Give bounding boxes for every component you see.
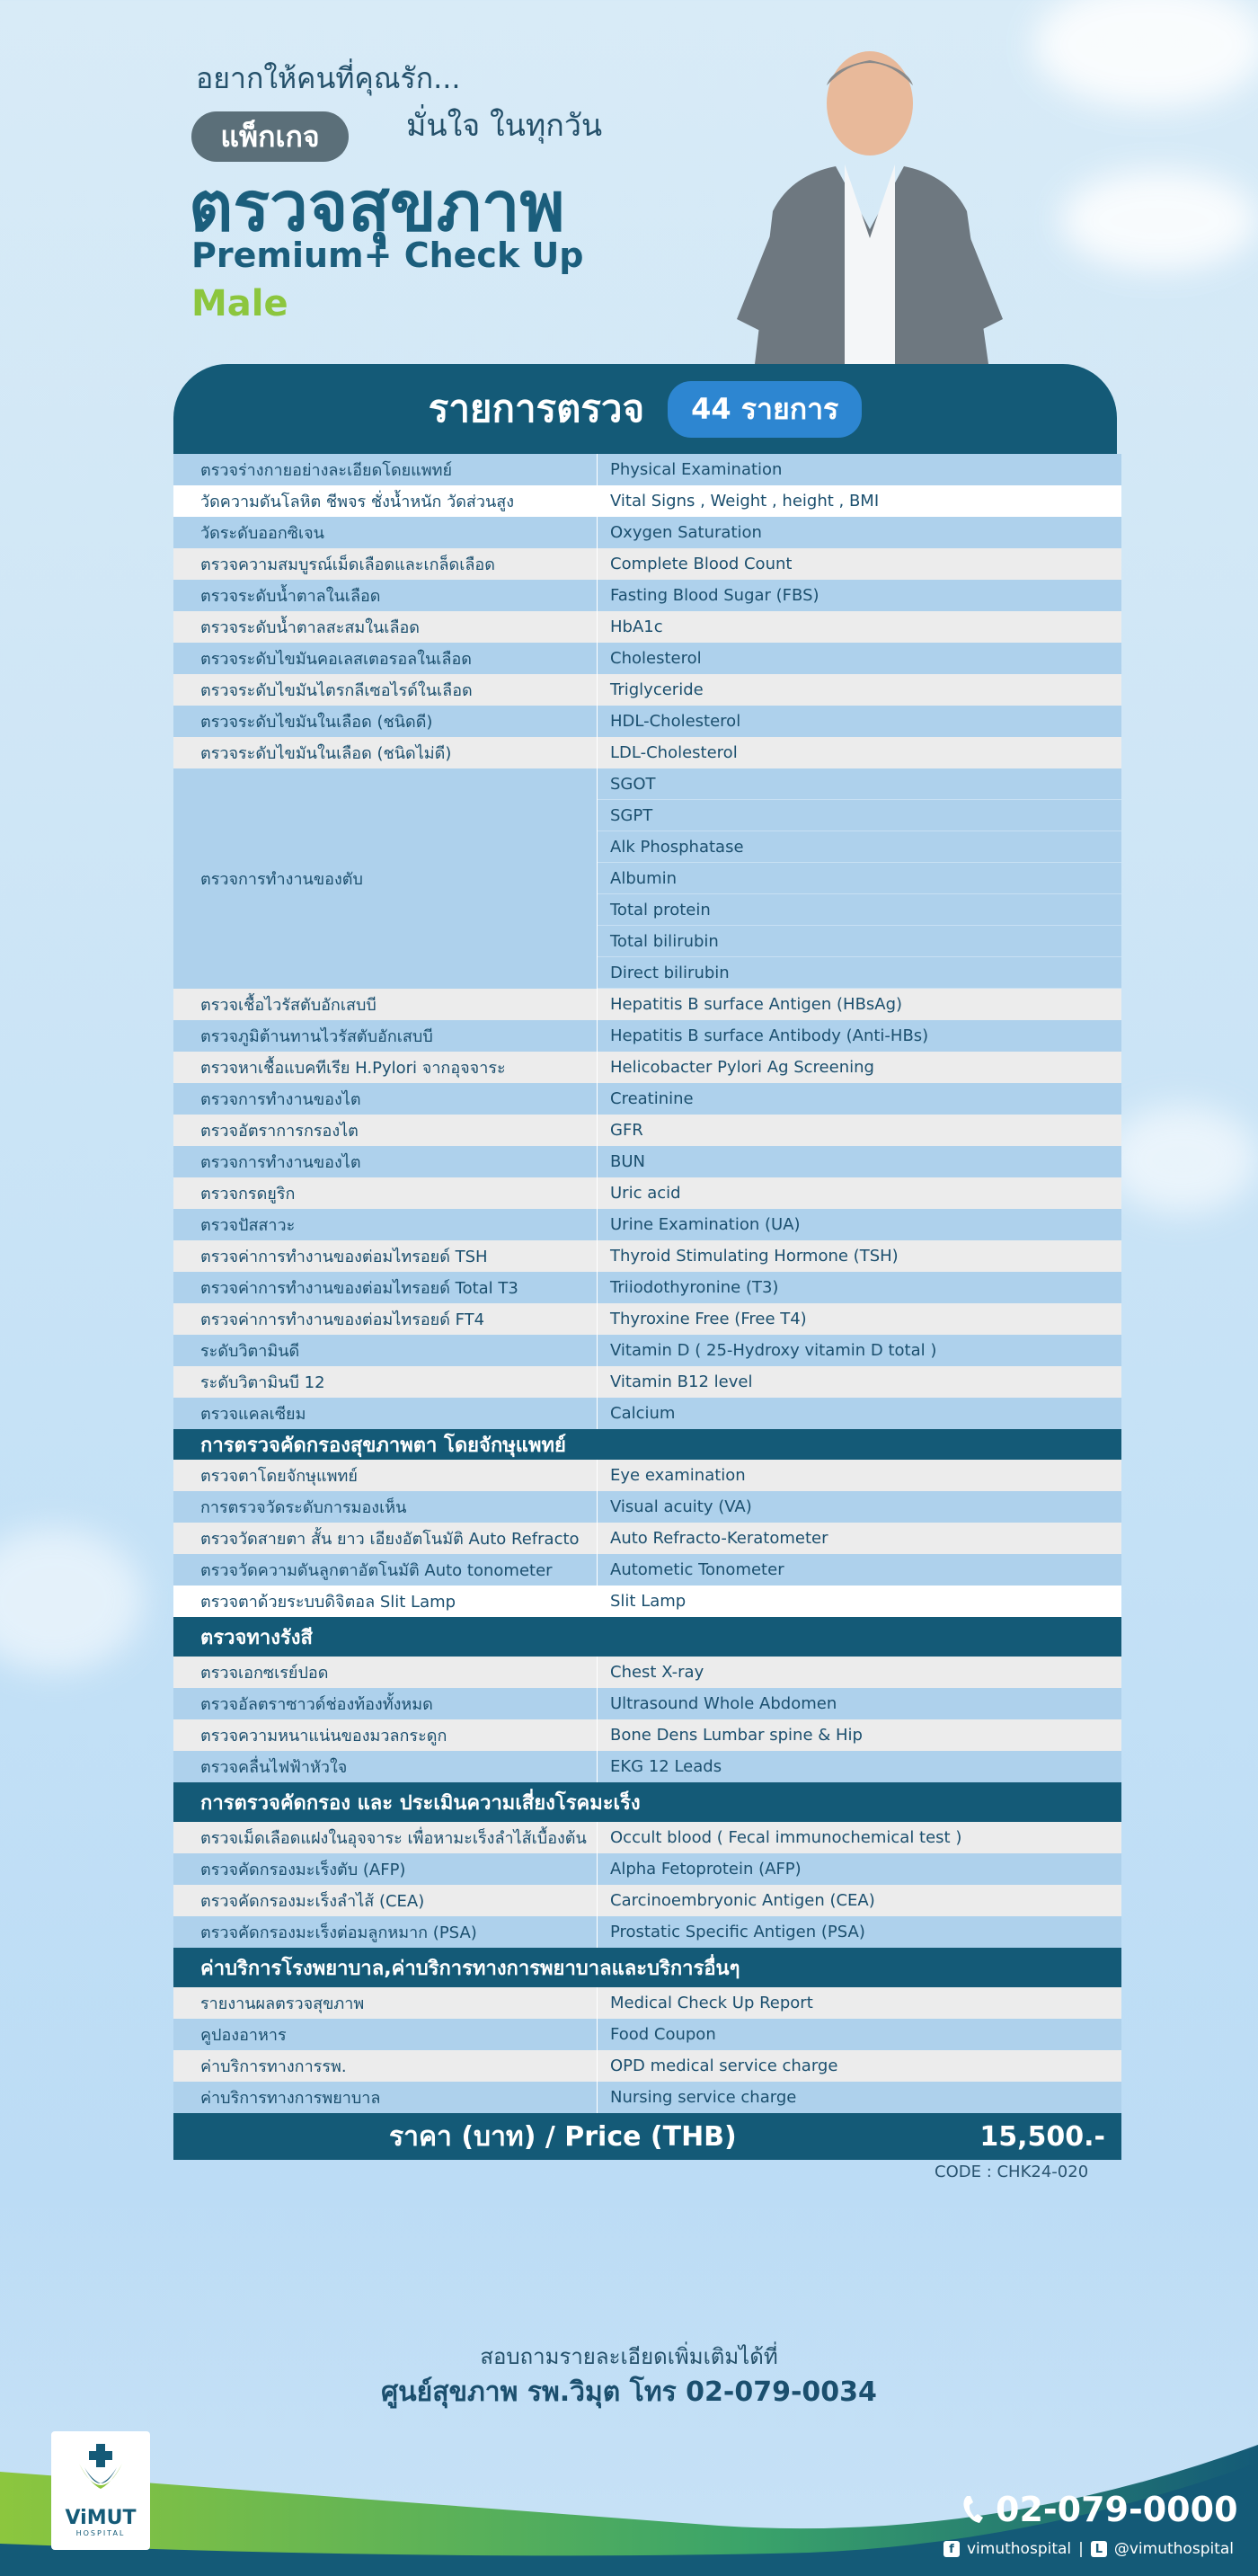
table-row bbox=[173, 517, 1121, 548]
table-row bbox=[173, 643, 1121, 674]
table-row bbox=[173, 2019, 1121, 2050]
facebook-icon[interactable]: f bbox=[944, 2541, 960, 2557]
line-handle[interactable]: @vimuthospital bbox=[1113, 2540, 1235, 2558]
exam-name-thai: ตรวจอัตราการกรองไต bbox=[173, 1115, 598, 1146]
hero-subtitle: Premium+ Check Up bbox=[191, 235, 584, 275]
exam-name-thai: ตรวจวัดสายตา สั้น ยาว เอียงอัตโนมัติ Auto Refracto bbox=[173, 1523, 598, 1554]
exam-name-thai: ตรวจเม็ดเลือดแฝงในอุจจาระ เพื่อหามะเร็งลำไส้เบื้องต้น bbox=[173, 1822, 598, 1853]
divider: | bbox=[1078, 2540, 1084, 2558]
exam-name-english: Hepatitis B surface Antigen (HBsAg) bbox=[610, 995, 903, 1014]
table-row bbox=[173, 1366, 1121, 1398]
exam-name-thai: ค่าบริการทางการรพ. bbox=[173, 2050, 598, 2082]
exam-name-english: Thyroid Stimulating Hormone (TSH) bbox=[610, 1247, 899, 1266]
table-row bbox=[173, 1303, 1121, 1335]
package-code: CODE : CHK24-020 bbox=[935, 2163, 1089, 2181]
exam-name-english: Autometic Tonometer bbox=[610, 1560, 784, 1579]
table-row bbox=[173, 737, 1121, 768]
liver-test-item: Albumin bbox=[598, 863, 1121, 894]
table-row bbox=[173, 674, 1121, 706]
table-row bbox=[173, 1083, 1121, 1115]
exam-name-english: Physical Examination bbox=[610, 460, 783, 479]
contact-phone-center: ศูนย์สุขภาพ รพ.วิมุต โทร 02-079-0034 bbox=[381, 2376, 877, 2408]
table-row bbox=[173, 1177, 1121, 1209]
table-row bbox=[173, 1335, 1121, 1366]
exam-name-thai: ตรวจคัดกรองมะเร็งลำไส้ (CEA) bbox=[173, 1885, 598, 1916]
table-row bbox=[173, 1822, 1121, 1853]
section-radiology: ตรวจทางรังสี bbox=[173, 1617, 1121, 1657]
exam-name-thai: ค่าบริการทางการพยาบาล bbox=[173, 2082, 598, 2113]
table-row bbox=[173, 1491, 1121, 1523]
liver-test-item: Total bilirubin bbox=[598, 926, 1121, 957]
exam-name-english: Triiodothyronine (T3) bbox=[610, 1278, 779, 1297]
exam-name-thai: ตรวจการทำงานของไต bbox=[173, 1083, 598, 1115]
table-row bbox=[173, 1987, 1121, 2019]
table-row bbox=[173, 1586, 1121, 1617]
table-row bbox=[173, 1209, 1121, 1240]
table-row bbox=[173, 1853, 1121, 1885]
table-row bbox=[173, 580, 1121, 611]
exam-name-english: Food Coupon bbox=[610, 2025, 716, 2044]
exam-name-english: HDL-Cholesterol bbox=[610, 712, 741, 731]
exam-name-english: Vital Signs , Weight , height , BMI bbox=[610, 492, 880, 511]
exam-name-thai: ตรวจค่าการทำงานของต่อมไทรอยด์ Total T3 bbox=[173, 1272, 598, 1303]
exam-name-english: Carcinoembryonic Antigen (CEA) bbox=[610, 1891, 875, 1910]
table-row bbox=[173, 1240, 1121, 1272]
exam-name-thai: ตรวจการทำงานของไต bbox=[173, 1146, 598, 1177]
exam-table bbox=[173, 454, 1121, 2160]
liver-test-item: Total protein bbox=[598, 894, 1121, 926]
exam-name-thai: ตรวจความหนาแน่นของมวลกระดูก bbox=[173, 1719, 598, 1751]
section-eye-screening: การตรวจคัดกรองสุขภาพตา โดยจักษุแพทย์ bbox=[173, 1429, 1121, 1460]
exam-name-thai: วัดความดันโลหิต ชีพจร ชั่งน้ำหนัก วัดส่วนสูง bbox=[173, 485, 598, 517]
exam-name-thai: ตรวจความสมบูรณ์เม็ดเลือดและเกล็ดเลือด bbox=[173, 548, 598, 580]
exam-name-english: Medical Check Up Report bbox=[610, 1994, 813, 2012]
exam-name-english: OPD medical service charge bbox=[610, 2056, 838, 2075]
cloud-decoration bbox=[1060, 171, 1258, 270]
line-icon[interactable]: L bbox=[1091, 2541, 1107, 2557]
man-portrait-image bbox=[719, 49, 1024, 364]
exam-name-english: Complete Blood Count bbox=[610, 555, 793, 573]
exam-name-thai: ตรวจกรดยูริก bbox=[173, 1177, 598, 1209]
table-row bbox=[173, 1052, 1121, 1083]
exam-list-title: รายการตรวจ bbox=[428, 386, 645, 431]
exam-name-thai: ตรวจค่าการทำงานของต่อมไทรอยด์ TSH bbox=[173, 1240, 598, 1272]
exam-name-thai: ตรวจเอกซเรย์ปอด bbox=[173, 1657, 598, 1688]
vimut-logo bbox=[51, 2431, 150, 2550]
hero-title: ตรวจสุขภาพ bbox=[189, 166, 565, 246]
exam-name-english: Fasting Blood Sugar (FBS) bbox=[610, 586, 819, 605]
liver-test-item: Alk Phosphatase bbox=[598, 831, 1121, 863]
exam-name-thai: ตรวจตาโดยจักษุแพทย์ bbox=[173, 1460, 598, 1491]
exam-name-thai: ตรวจตาด้วยระบบดิจิตอล Slit Lamp bbox=[173, 1586, 598, 1617]
exam-name-thai: ตรวจระดับน้ำตาลสะสมในเลือด bbox=[173, 611, 598, 643]
exam-name-english: Helicobacter Pylori Ag Screening bbox=[610, 1058, 874, 1077]
table-row bbox=[173, 1398, 1121, 1429]
exam-name-english: Auto Refracto-Keratometer bbox=[610, 1529, 828, 1548]
exam-name-english: Slit Lamp bbox=[610, 1592, 687, 1611]
exam-name-thai: ตรวจคัดกรองมะเร็งต่อมลูกหมาก (PSA) bbox=[173, 1916, 598, 1948]
exam-count-badge: 44 รายการ bbox=[668, 381, 862, 438]
exam-name-english: Occult blood ( Fecal immunochemical test ) bbox=[610, 1828, 962, 1847]
liver-test-item: Direct bilirubin bbox=[598, 957, 1121, 989]
exam-name-thai: ระดับวิตามินบี 12 bbox=[173, 1366, 598, 1398]
liver-function-group bbox=[173, 768, 1121, 989]
exam-name-english: Nursing service charge bbox=[610, 2088, 797, 2107]
price-bar bbox=[173, 2113, 1121, 2160]
vimut-logo-icon bbox=[75, 2444, 126, 2503]
footer-phone[interactable] bbox=[961, 2490, 1238, 2529]
hero-gender: Male bbox=[191, 283, 288, 324]
exam-name-english: Alpha Fetoprotein (AFP) bbox=[610, 1860, 802, 1879]
section-cancer-screening: การตรวจคัดกรอง และ ประเมินความเสี่ยงโรคมะเร็ง bbox=[173, 1782, 1121, 1822]
exam-name-thai: ตรวจเชื้อไวรัสตับอักเสบบี bbox=[173, 989, 598, 1020]
exam-name-thai: ตรวจคลื่นไฟฟ้าหัวใจ bbox=[173, 1751, 598, 1782]
exam-name-thai: ตรวจภูมิต้านทานไวรัสตับอักเสบบี bbox=[173, 1020, 598, 1052]
exam-name-english: Triglyceride bbox=[610, 680, 704, 699]
exam-name-english: Eye examination bbox=[610, 1466, 746, 1485]
table-row bbox=[173, 1272, 1121, 1303]
exam-name-thai: รายงานผลตรวจสุขภาพ bbox=[173, 1987, 598, 2019]
price-value: 15,500.- bbox=[979, 2120, 1105, 2153]
exam-name-thai: ตรวจระดับไขมันไตรกลีเซอไรด์ในเลือด bbox=[173, 674, 598, 706]
exam-name-thai: ตรวจปัสสาวะ bbox=[173, 1209, 598, 1240]
phone-icon bbox=[961, 2494, 987, 2525]
table-row bbox=[173, 1115, 1121, 1146]
exam-name-english: HbA1c bbox=[610, 617, 663, 636]
table-row bbox=[173, 2050, 1121, 2082]
table-row bbox=[173, 989, 1121, 1020]
table-row bbox=[173, 1916, 1121, 1948]
exam-name-english: BUN bbox=[610, 1152, 645, 1171]
exam-name-english: GFR bbox=[610, 1121, 643, 1140]
table-row bbox=[173, 1554, 1121, 1586]
table-row bbox=[173, 1460, 1121, 1491]
exam-name-thai: ตรวจหาเชื้อแบคทีเรีย H.Pylori จากอุจจาระ bbox=[173, 1052, 598, 1083]
footer-social bbox=[944, 2540, 1234, 2558]
footer-phone-number: 02-079-0000 bbox=[996, 2490, 1238, 2529]
exam-name-english: Prostatic Specific Antigen (PSA) bbox=[610, 1923, 865, 1941]
exam-name-thai: ตรวจอัลตราซาวด์ช่องท้องทั้งหมด bbox=[173, 1688, 598, 1719]
exam-name-english: Oxygen Saturation bbox=[610, 523, 762, 542]
cloud-decoration bbox=[0, 1528, 144, 1672]
table-row bbox=[173, 2082, 1121, 2113]
exam-name-thai: ตรวจระดับไขมันในเลือด (ชนิดดี) bbox=[173, 706, 598, 737]
exam-name-thai: วัดระดับออกซิเจน bbox=[173, 517, 598, 548]
cloud-decoration bbox=[1105, 1106, 1258, 1213]
exam-name-english: Hepatitis B surface Antibody (Anti-HBs) bbox=[610, 1026, 929, 1045]
table-row bbox=[173, 1751, 1121, 1782]
exam-name-english: Cholesterol bbox=[610, 649, 702, 668]
facebook-handle[interactable]: vimuthospital bbox=[967, 2540, 1072, 2558]
logo-text: ViMUT bbox=[65, 2507, 137, 2529]
table-row bbox=[173, 1523, 1121, 1554]
exam-name-english: Ultrasound Whole Abdomen bbox=[610, 1694, 837, 1713]
table-row bbox=[173, 454, 1121, 485]
table-row bbox=[173, 1719, 1121, 1751]
table-row bbox=[173, 1657, 1121, 1688]
exam-name-thai: ตรวจแคลเซียม bbox=[173, 1398, 598, 1429]
hero-tagline-2: มั่นใจ ในทุกวัน bbox=[406, 108, 603, 144]
exam-name-thai: ตรวจระดับไขมันคอเลสเตอรอลในเลือด bbox=[173, 643, 598, 674]
hero-tagline: อยากให้คนที่คุณรัก... bbox=[196, 61, 461, 95]
table-row bbox=[173, 1688, 1121, 1719]
exam-name-english: EKG 12 Leads bbox=[610, 1757, 722, 1776]
table-row bbox=[173, 706, 1121, 737]
table-row bbox=[173, 1885, 1121, 1916]
exam-name-thai: ตรวจร่างกายอย่างละเอียดโดยแพทย์ bbox=[173, 454, 598, 485]
exam-name-english: Creatinine bbox=[610, 1089, 694, 1108]
price-label: ราคา (บาท) / Price (THB) bbox=[389, 2120, 737, 2153]
exam-name-english: Calcium bbox=[610, 1404, 676, 1423]
liver-test-item: SGOT bbox=[598, 768, 1121, 800]
exam-name-thai: ตรวจระดับน้ำตาลในเลือด bbox=[173, 580, 598, 611]
exam-name-english: Vitamin D ( 25-Hydroxy vitamin D total ) bbox=[610, 1341, 937, 1360]
exam-name-english: Visual acuity (VA) bbox=[610, 1497, 752, 1516]
exam-name-english: LDL-Cholesterol bbox=[610, 743, 738, 762]
contact-prompt: สอบถามรายละเอียดเพิ่มเติมได้ที่ bbox=[480, 2344, 778, 2369]
exam-name-english: Vitamin B12 level bbox=[610, 1372, 753, 1391]
exam-name-thai: ตรวจวัดความดันลูกตาอัตโนมัติ Auto tonometer bbox=[173, 1554, 598, 1586]
package-pill: แพ็กเกจ bbox=[191, 111, 349, 162]
table-row bbox=[173, 485, 1121, 517]
exam-list-header bbox=[173, 364, 1117, 454]
table-row bbox=[173, 548, 1121, 580]
exam-name-thai: ตรวจค่าการทำงานของต่อมไทรอยด์ FT4 bbox=[173, 1303, 598, 1335]
table-row bbox=[173, 1020, 1121, 1052]
table-row bbox=[173, 611, 1121, 643]
exam-name-thai: คูปองอาหาร bbox=[173, 2019, 598, 2050]
exam-name-thai: การตรวจวัดระดับการมองเห็น bbox=[173, 1491, 598, 1523]
liver-test-item: SGPT bbox=[598, 800, 1121, 831]
exam-name-english: Bone Dens Lumbar spine & Hip bbox=[610, 1726, 863, 1745]
exam-name-thai: ระดับวิตามินดี bbox=[173, 1335, 598, 1366]
cloud-decoration bbox=[1033, 0, 1258, 108]
table-row bbox=[173, 1146, 1121, 1177]
exam-name-thai: ตรวจคัดกรองมะเร็งตับ (AFP) bbox=[173, 1853, 598, 1885]
exam-name-english: Chest X-ray bbox=[610, 1663, 704, 1682]
exam-name-thai: ตรวจระดับไขมันในเลือด (ชนิดไม่ดี) bbox=[173, 737, 598, 768]
exam-name-english: Uric acid bbox=[610, 1184, 681, 1203]
logo-subtext: HOSPITAL bbox=[75, 2529, 126, 2537]
exam-name-english: Urine Examination (UA) bbox=[610, 1215, 801, 1234]
exam-name-english: Thyroxine Free (Free T4) bbox=[610, 1310, 807, 1328]
section-hospital-services: ค่าบริการโรงพยาบาล,ค่าบริการทางการพยาบาลและบริการอื่นๆ bbox=[173, 1948, 1121, 1987]
liver-function-label: ตรวจการทำงานของตับ bbox=[173, 768, 598, 989]
